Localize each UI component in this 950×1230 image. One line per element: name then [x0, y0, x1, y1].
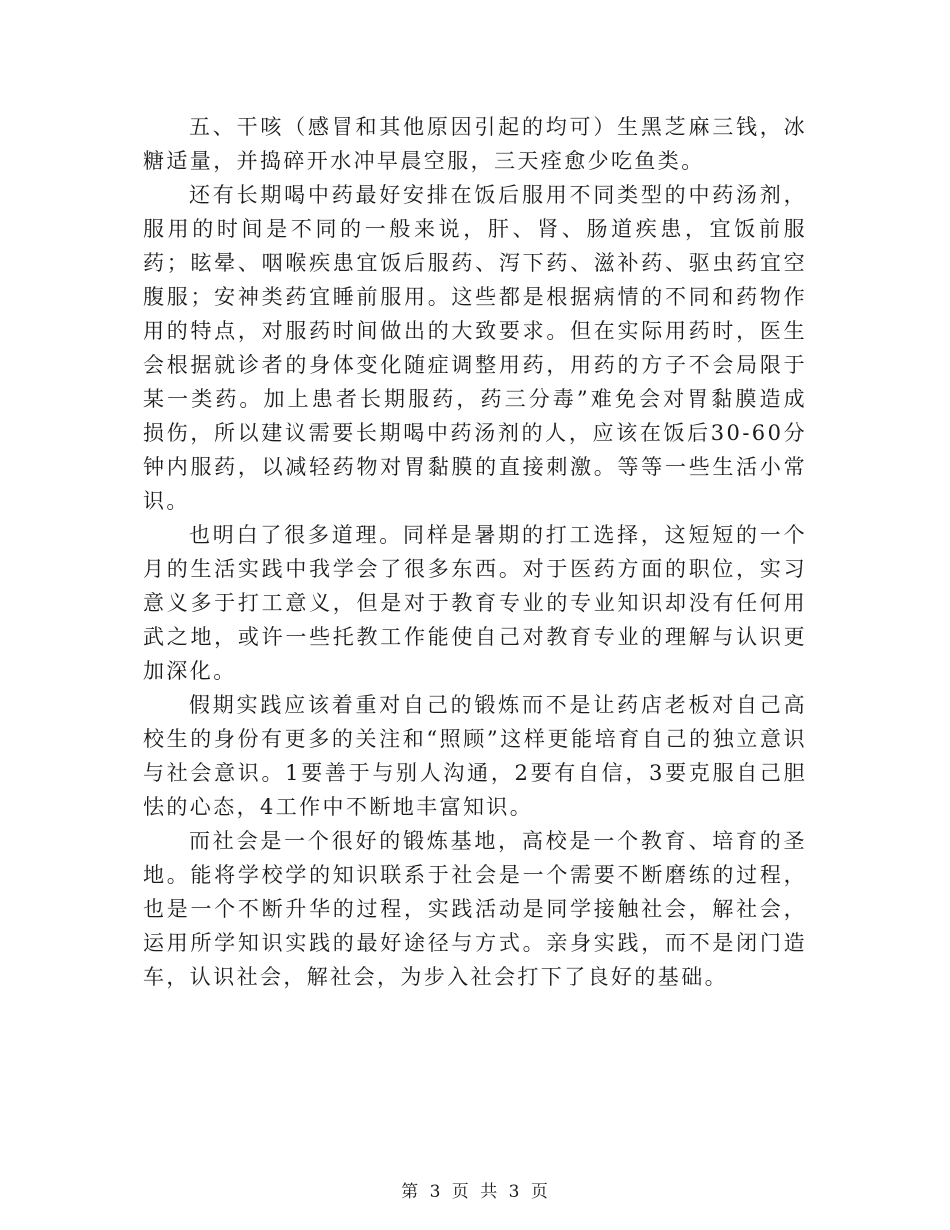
document-body	[143, 110, 807, 994]
page-footer	[0, 1181, 950, 1203]
page-number: 第 3 页 共 3 页	[401, 1182, 549, 1202]
paragraph-2: 还有长期喝中药最好安排在饭后服用不同类型的中药汤剂，服用的时间是不同的一般来说，肝、肾、肠道疾患，宜饭前服药；眩晕、咽喉疾患宜饭后服药、泻下药、滋补药、驱虫药宜空腹服；安神类药宜睡前服用。这些都是根据病情的不同和药物作用的特点，对服药时间做出的大致要求。但在实际用药时，医生会根据就诊者的身体变化随症调整用药，用药的方子不会局限于某一类药。加上患者长期服药，药三分毒”难免会对胃黏膜造成损伤，所以建议需要长期喝中药汤剂的人，应该在饭后30-60分钟内服药，以减轻药物对胃黏膜的直接刺激。等等一些生活小常识。	[143, 183, 807, 513]
paragraph-3: 也明白了很多道理。同样是暑期的打工选择，这短短的一个月的生活实践中我学会了很多东西。对于医药方面的职位，实习意义多于打工意义，但是对于教育专业的专业知识却没有任何用武之地，或许一些托教工作能使自己对教育专业的理解与认识更加深化。	[143, 523, 807, 683]
paragraph-4: 假期实践应该着重对自己的锻炼而不是让药店老板对自己高校生的身份有更多的关注和“照顾”这样更能培育自己的独立意识与社会意识。1要善于与别人沟通，2要有自信，3要克服自己胆怯的心态，4工作中不断地丰富知识。	[143, 693, 807, 819]
paragraph-5: 而社会是一个很好的锻炼基地，高校是一个教育、培育的圣地。能将学校学的知识联系于社会是一个需要不断磨练的过程，也是一个不断升华的过程，实践活动是同学接触社会，解社会，运用所学知识实践的最好途径与方式。亲身实践，而不是闭门造车，认识社会，解社会，为步入社会打下了良好的基础。	[143, 829, 807, 989]
paragraph-1: 五、干咳（感冒和其他原因引起的均可）生黑芝麻三钱，冰糖适量，并捣碎开水冲早晨空服，三天痊愈少吃鱼类。	[143, 115, 807, 173]
